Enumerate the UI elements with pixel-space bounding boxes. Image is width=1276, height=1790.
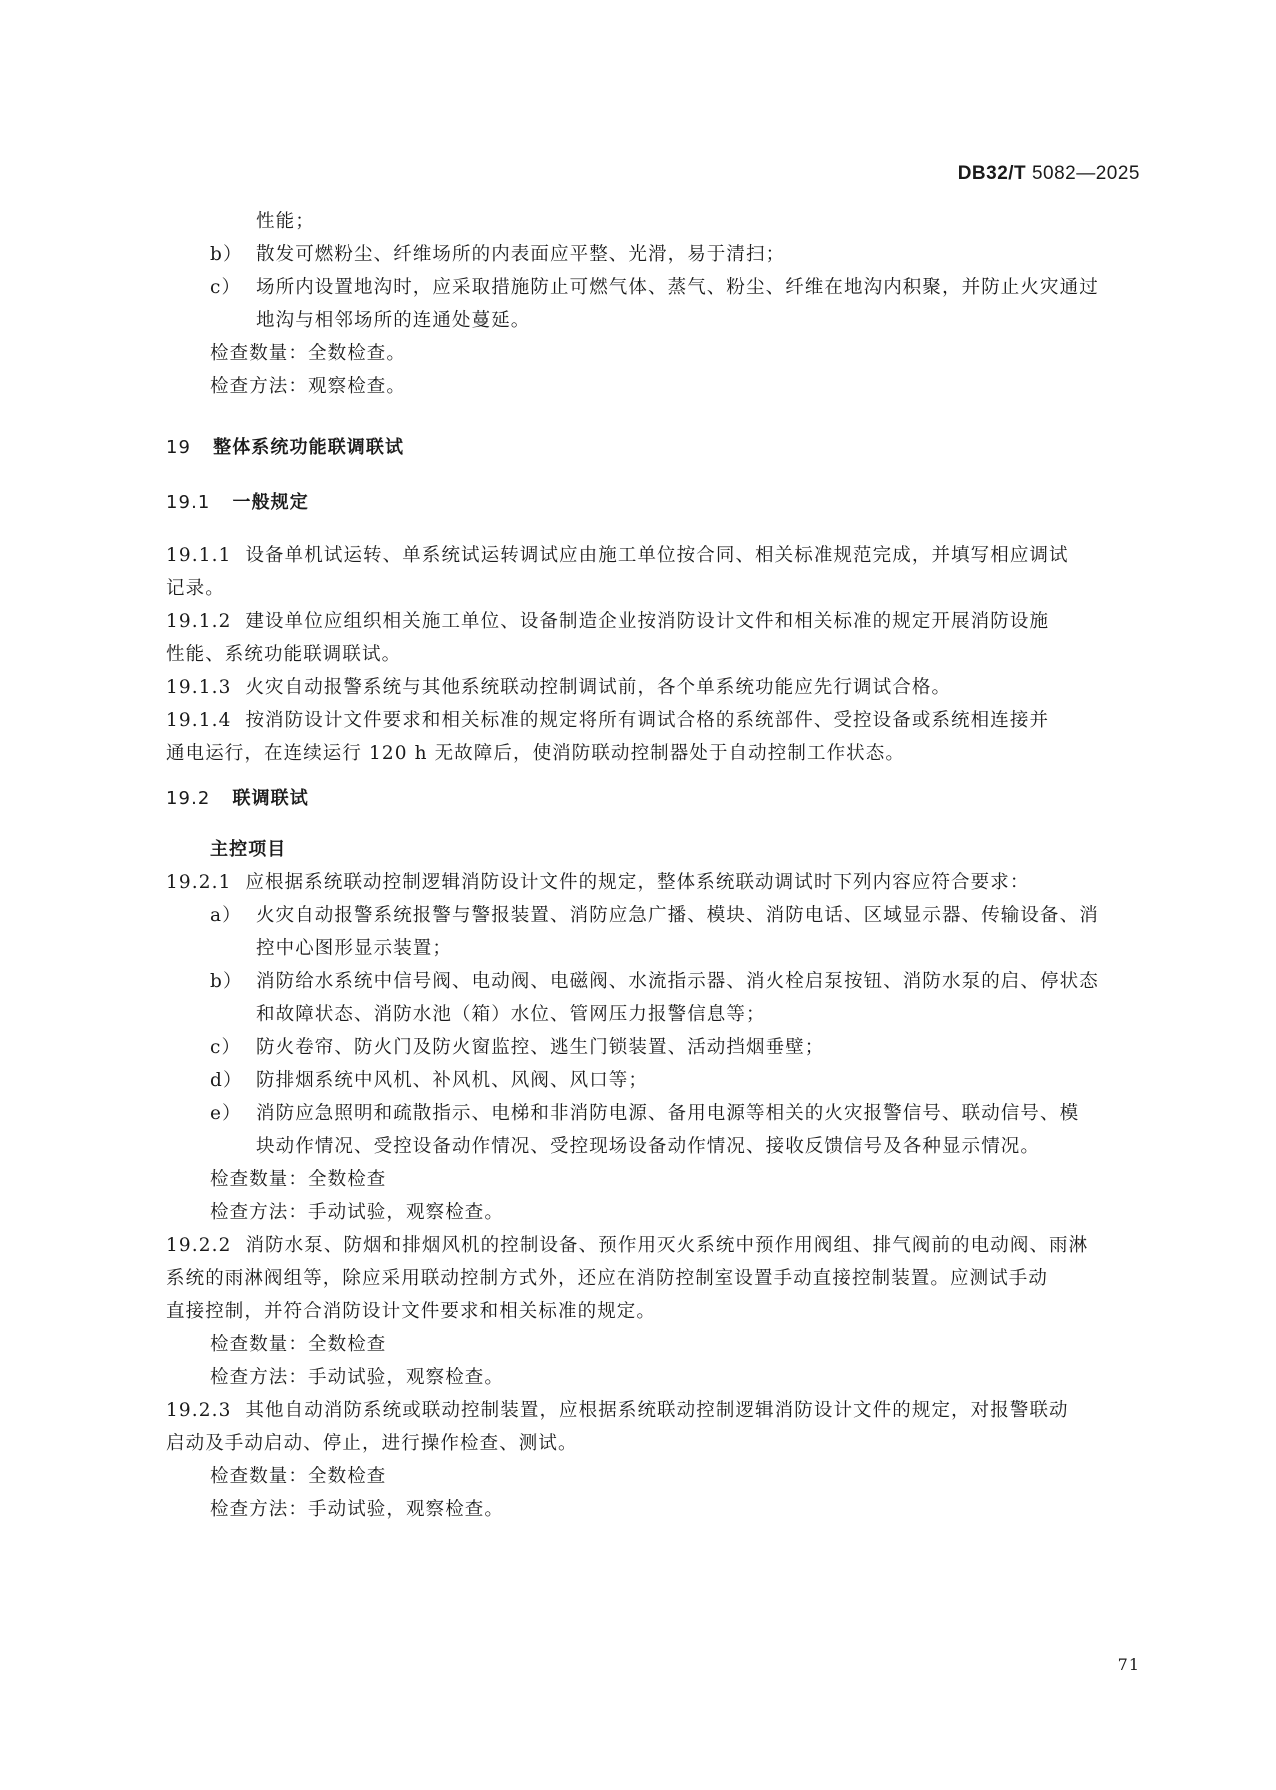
- section-title: 整体系统功能联调联试: [213, 437, 405, 458]
- check-method: 检查方法：手动试验，观察检查。: [210, 1367, 505, 1388]
- list-item-d: [166, 1064, 1141, 1097]
- text-line: 控中心图形显示装置；: [256, 938, 453, 959]
- text-line: 地沟与相邻场所的连通处蔓延。: [256, 310, 531, 331]
- document-code-number: 5082—2025: [1026, 163, 1140, 184]
- check-method: 检查方法：观察检查。: [210, 376, 407, 397]
- list-item-e: [166, 1097, 1141, 1130]
- clause-number: 19.2.2: [166, 1235, 232, 1256]
- text-line: 和故障状态、消防水池（箱）水位、管网压力报警信息等；: [256, 1004, 766, 1025]
- section-title: 一般规定: [232, 492, 309, 513]
- check-quantity: 检查数量：全数检查: [210, 1334, 387, 1355]
- clause-19-1-4: [166, 704, 1141, 737]
- clause-text: 其他自动消防系统或联动控制装置，应根据系统联动控制逻辑消防设计文件的规定，对报警联动: [245, 1400, 1069, 1421]
- page-number: 71: [1117, 1655, 1140, 1674]
- clause-number: 19.1.4: [166, 710, 232, 731]
- list-marker: b）: [210, 971, 243, 992]
- text-line: 记录。: [166, 578, 225, 599]
- check-quantity: 检查数量：全数检查: [210, 1169, 387, 1190]
- clause-19-1-1: [166, 539, 1141, 572]
- clause-19-1-3: [166, 671, 1141, 704]
- check-method: 检查方法：手动试验，观察检查。: [210, 1202, 505, 1223]
- clause-19-2-2: [166, 1229, 1141, 1262]
- clause-text: 设备单机试运转、单系统试运转调试应由施工单位按合同、相关标准规范完成，并填写相应调试: [245, 545, 1069, 566]
- clause-number: 19.1.3: [166, 677, 232, 698]
- text-line: 性能、系统功能联调联试。: [166, 644, 402, 665]
- section-number: 19: [166, 437, 192, 458]
- list-marker: c）: [210, 1037, 242, 1058]
- clause-19-2-1: [166, 866, 1141, 899]
- clause-19-2-3: [166, 1394, 1141, 1427]
- section-heading-19-1: [166, 486, 1141, 519]
- text-line: 启动及手动启动、停止，进行操作检查、测试。: [166, 1433, 578, 1454]
- clause-text: 火灾自动报警系统与其他系统联动控制调试前，各个单系统功能应先行调试合格。: [245, 677, 952, 698]
- clause-number: 19.1.2: [166, 611, 232, 632]
- section-number: 19.1: [166, 492, 211, 513]
- check-method: 检查方法：手动试验，观察检查。: [210, 1499, 505, 1520]
- text-line: 直接控制，并符合消防设计文件要求和相关标准的规定。: [166, 1301, 657, 1322]
- document-code-prefix: DB32/T: [957, 163, 1027, 184]
- document-code: [850, 163, 1140, 185]
- page-content: [166, 205, 1141, 1526]
- clause-number: 19.1.1: [166, 545, 232, 566]
- subheading-main-items: 主控项目: [210, 839, 287, 860]
- clause-text: 按消防设计文件要求和相关标准的规定将所有调试合格的系统部件、受控设备或系统相连接并: [245, 710, 1050, 731]
- list-text: 散发可燃粉尘、纤维场所的内表面应平整、光滑，易于清扫；: [256, 244, 786, 265]
- list-marker: a）: [210, 905, 242, 926]
- list-marker: d）: [210, 1070, 243, 1091]
- list-text: 场所内设置地沟时，应采取措施防止可燃气体、蒸气、粉尘、纤维在地沟内积聚，并防止火灾通过: [256, 277, 1099, 298]
- check-quantity: 检查数量：全数检查。: [210, 343, 407, 364]
- list-text: 消防给水系统中信号阀、电动阀、电磁阀、水流指示器、消火栓启泵按钮、消防水泵的启、停状态: [256, 971, 1099, 992]
- list-marker: b）: [210, 244, 243, 265]
- text-line: 块动作情况、受控设备动作情况、受控现场设备动作情况、接收反馈信号及各种显示情况。: [256, 1136, 1041, 1157]
- list-item-c: [166, 1031, 1141, 1064]
- text-line: 性能；: [256, 211, 315, 232]
- list-item-b: [166, 238, 1141, 271]
- list-item-c: [166, 271, 1141, 304]
- section-heading-19: [166, 431, 1141, 464]
- list-text: 防排烟系统中风机、补风机、风阀、风口等；: [256, 1070, 649, 1091]
- clause-number: 19.2.3: [166, 1400, 232, 1421]
- clause-number: 19.2.1: [166, 872, 232, 893]
- list-text: 防火卷帘、防火门及防火窗监控、逃生门锁装置、活动挡烟垂壁；: [256, 1037, 825, 1058]
- clause-text: 应根据系统联动控制逻辑消防设计文件的规定，整体系统联动调试时下列内容应符合要求：: [245, 872, 1030, 893]
- check-quantity: 检查数量：全数检查: [210, 1466, 387, 1487]
- clause-text: 建设单位应组织相关施工单位、设备制造企业按消防设计文件和相关标准的规定开展消防设施: [245, 611, 1050, 632]
- list-text: 火灾自动报警系统报警与警报装置、消防应急广播、模块、消防电话、区域显示器、传输设备、消: [256, 905, 1099, 926]
- list-marker: c）: [210, 277, 242, 298]
- section-number: 19.2: [166, 788, 211, 809]
- clause-19-1-2: [166, 605, 1141, 638]
- text-line: 系统的雨淋阀组等，除应采用联动控制方式外，还应在消防控制室设置手动直接控制装置。应测试手动: [166, 1268, 1049, 1289]
- list-marker: e）: [210, 1103, 242, 1124]
- section-title: 联调联试: [232, 788, 309, 809]
- list-item-a: [166, 899, 1141, 932]
- list-text: 消防应急照明和疏散指示、电梯和非消防电源、备用电源等相关的火灾报警信号、联动信号、模: [256, 1103, 1080, 1124]
- text-line: 通电运行，在连续运行 120 h 无故障后，使消防联动控制器处于自动控制工作状态。: [166, 743, 905, 764]
- clause-text: 消防水泵、防烟和排烟风机的控制设备、预作用灭火系统中预作用阀组、排气阀前的电动阀、雨淋: [245, 1235, 1089, 1256]
- list-item-b: [166, 965, 1141, 998]
- section-heading-19-2: [166, 782, 1141, 815]
